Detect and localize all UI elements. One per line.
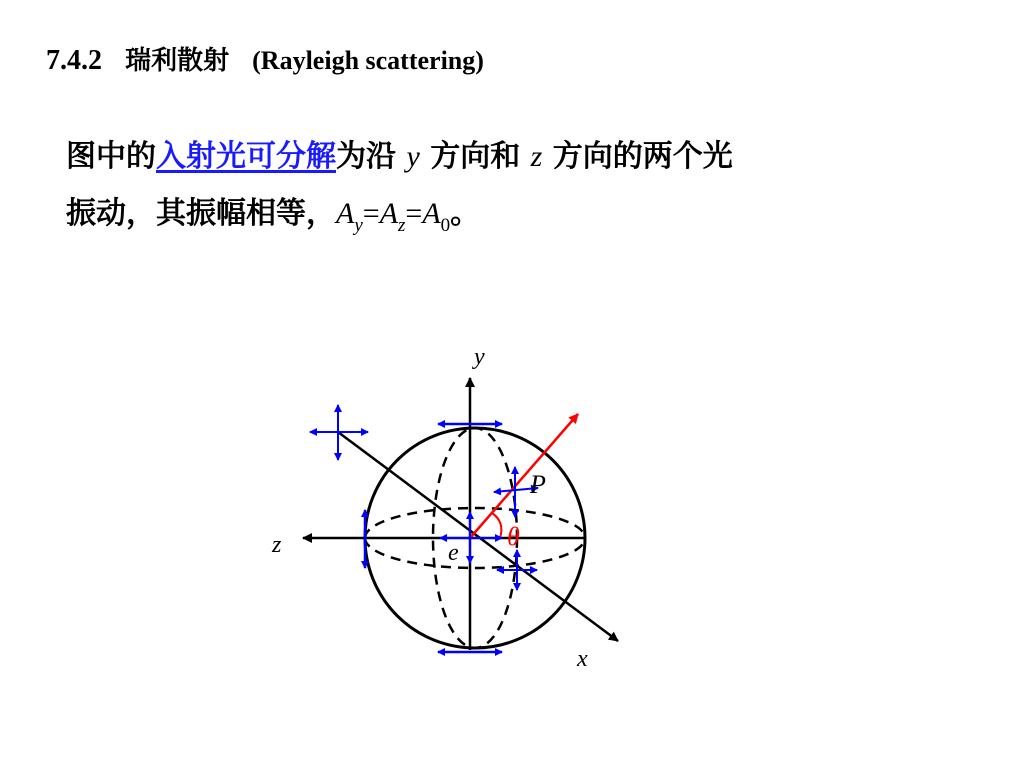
label-P: P [530, 470, 546, 499]
equals-sign: = [362, 197, 380, 230]
x-axis [338, 432, 618, 641]
label-theta: θ [507, 522, 520, 551]
variable-y: y [406, 140, 420, 173]
amplitude-symbol: A [379, 197, 399, 230]
equator-front-dashed [365, 538, 585, 568]
subscript-z: z [398, 215, 406, 236]
text-segment: 方向和 [419, 139, 531, 174]
text-segment: 振动，其振幅相等， [66, 196, 336, 231]
label-z: z [272, 532, 282, 558]
label-x: x [577, 646, 588, 672]
label-e: e [448, 540, 459, 566]
section-title-chinese: 瑞利散射 [125, 46, 230, 76]
section-number: 7.4.2 [46, 45, 102, 76]
amplitude-symbol: A [336, 197, 355, 230]
variable-z: z [530, 140, 543, 173]
amplitude-symbol: A [422, 197, 441, 230]
theta-angle-arc [492, 513, 501, 538]
subscript-y: y [354, 215, 363, 236]
text-segment: 图中的 [66, 139, 156, 174]
text-segment: 。 [450, 196, 481, 231]
section-title-english: (Rayleigh scattering) [252, 46, 484, 75]
text-segment: 方向的两个光 [542, 139, 733, 174]
equals-sign: = [405, 197, 423, 230]
label-y: y [474, 344, 485, 370]
subscript-zero: 0 [440, 215, 451, 236]
text-segment: 为沿 [336, 139, 407, 174]
decomposition-link[interactable]: 入射光可分解 [156, 139, 336, 174]
